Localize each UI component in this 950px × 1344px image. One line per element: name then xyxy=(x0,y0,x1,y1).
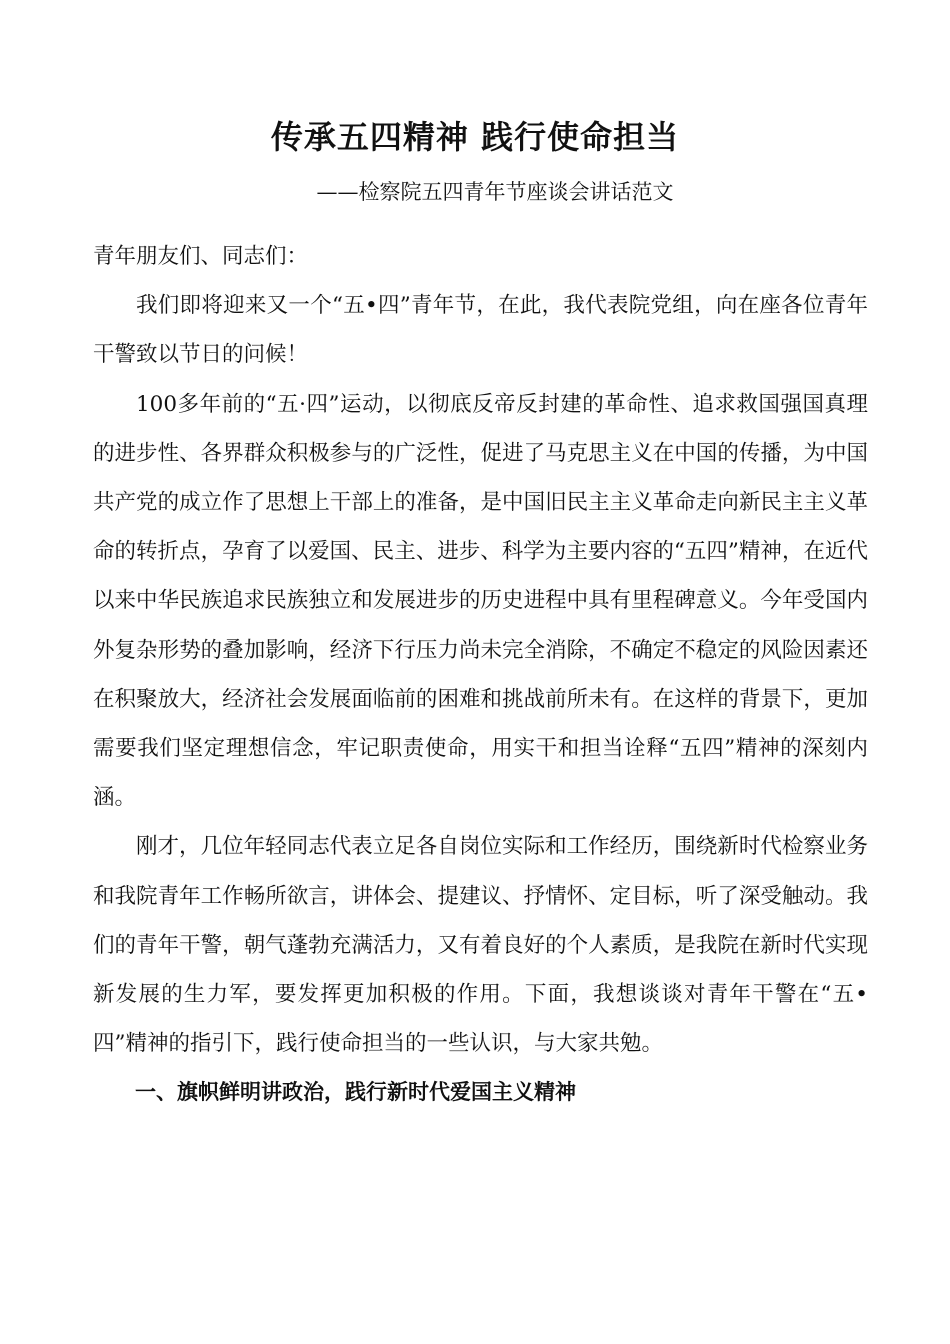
document-title: 传承五四精神 践行使命担当 xyxy=(270,118,680,156)
paragraph-discussion: 刚才，几位年轻同志代表立足各自岗位实际和工作经历，围绕新时代检察业务和我院青年工作畅所欲言，讲体会、提建议、抒情怀、定目标，听了深受触动。我们的青年干警，朝气蓬勃充满活力，又有着良好的个人素质，是我院在新时代实现新发展的生力军，要发挥更加积极的作用。下面，我想谈谈对青年干警在“五•四”精神的指引下，践行使命担当的一些认识，与大家共勉。 xyxy=(93,834,868,1057)
document-subtitle: ——检察院五四青年节座谈会讲话范文 xyxy=(316,180,674,204)
paragraph-greeting: 我们即将迎来又一个“五•四”青年节，在此，我代表院党组，向在座各位青年干警致以节日的问候！ xyxy=(93,293,868,368)
paragraph-history: 100多年前的“五·四”运动，以彻底反帝反封建的革命性、追求救国强国真理的进步性、各界群众积极参与的广泛性，促进了马克思主义在中国的传播，为中国共产党的成立作了思想上干部上的准备，是中国旧民主主义革命走向新民主主义革命的转折点，孕育了以爱国、民主、进步、科学为主要内容的“五四”精神，在近代以来中华民族追求民族独立和发展进步的历史进程中具有里程碑意义。今年受国内外复杂形势的叠加影响，经济下行压力尚未完全消除，不确定不稳定的风险因素还在积聚放大，经济社会发展面临前的困难和挑战前所未有。在这样的背景下，更加需要我们坚定理想信念，牢记职责使命，用实干和担当诠释“五四”精神的深刻内涵。 xyxy=(93,391,868,811)
salutation: 青年朋友们、同志们： xyxy=(93,244,309,269)
section-heading: 一、旗帜鲜明讲政治，践行新时代爱国主义精神 xyxy=(135,1080,576,1105)
document-body xyxy=(93,232,868,1118)
